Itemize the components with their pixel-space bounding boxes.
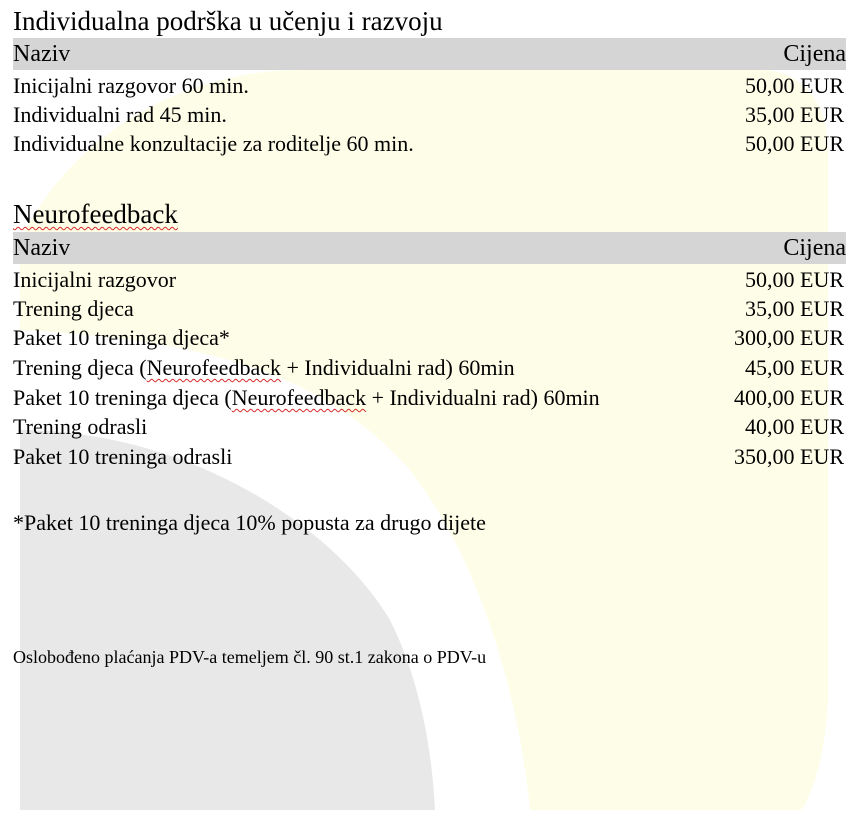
service-name: Inicijalni razgovor 60 min. — [13, 73, 249, 98]
service-price: 50,00 EUR — [745, 131, 844, 156]
table-header-individual-support — [13, 38, 846, 70]
table-row — [13, 100, 846, 129]
table-header-neurofeedback — [13, 232, 846, 264]
service-price: 50,00 EUR — [745, 267, 844, 292]
column-header-name: Naziv — [13, 235, 71, 261]
service-name — [13, 383, 602, 412]
table-row — [13, 412, 846, 441]
table-row — [13, 265, 846, 294]
table-row — [13, 294, 846, 323]
service-name: Inicijalni razgovor — [13, 267, 177, 292]
table-row — [13, 71, 846, 100]
service-price: 50,00 EUR — [745, 73, 844, 98]
column-header-name: Naziv — [13, 41, 71, 67]
table-row — [13, 353, 846, 382]
service-price: 300,00 EUR — [734, 325, 844, 350]
neurofeedback-title-text: Neurofeedback — [13, 199, 178, 229]
service-name: Trening djeca — [13, 296, 134, 321]
column-header-price: Cijena — [783, 41, 846, 67]
service-name-part: + Individualni rad) 60min — [280, 355, 515, 380]
service-name-part: Neurofeedback — [146, 355, 281, 380]
service-name-part: Trening djeca ( — [13, 355, 147, 380]
table-row — [13, 383, 846, 412]
section-title-individual-support: Individualna podrška u učenju i razvoju — [13, 6, 443, 36]
service-name-part: Neurofeedback — [231, 385, 367, 410]
service-name: Paket 10 treninga djeca* — [13, 325, 230, 350]
table-row — [13, 442, 846, 471]
section-title-neurofeedback — [13, 198, 178, 230]
service-price: 40,00 EUR — [745, 414, 844, 439]
service-price: 350,00 EUR — [734, 444, 844, 469]
service-name: Trening odrasli — [13, 414, 148, 439]
service-price: 35,00 EUR — [745, 102, 844, 127]
column-header-price: Cijena — [783, 235, 846, 261]
table-row — [13, 323, 846, 352]
service-name — [13, 353, 517, 382]
service-name: Individualne konzultacije za roditelje 60 min. — [13, 131, 414, 156]
service-price: 400,00 EUR — [734, 385, 844, 410]
discount-footnote: *Paket 10 treninga djeca 10% popusta za drugo dijete — [13, 510, 486, 535]
service-price: 35,00 EUR — [745, 296, 844, 321]
service-name: Paket 10 treninga odrasli — [13, 444, 233, 469]
service-name: Individualni rad 45 min. — [13, 102, 227, 127]
service-name-part: Paket 10 treninga djeca ( — [13, 385, 232, 410]
table-row — [13, 129, 846, 158]
service-price: 45,00 EUR — [745, 355, 844, 380]
vat-exemption-note: Oslobođeno plaćanja PDV-a temeljem čl. 90 st.1 zakona o PDV-u — [13, 647, 487, 667]
service-name-part: + Individualni rad) 60min — [366, 385, 600, 410]
